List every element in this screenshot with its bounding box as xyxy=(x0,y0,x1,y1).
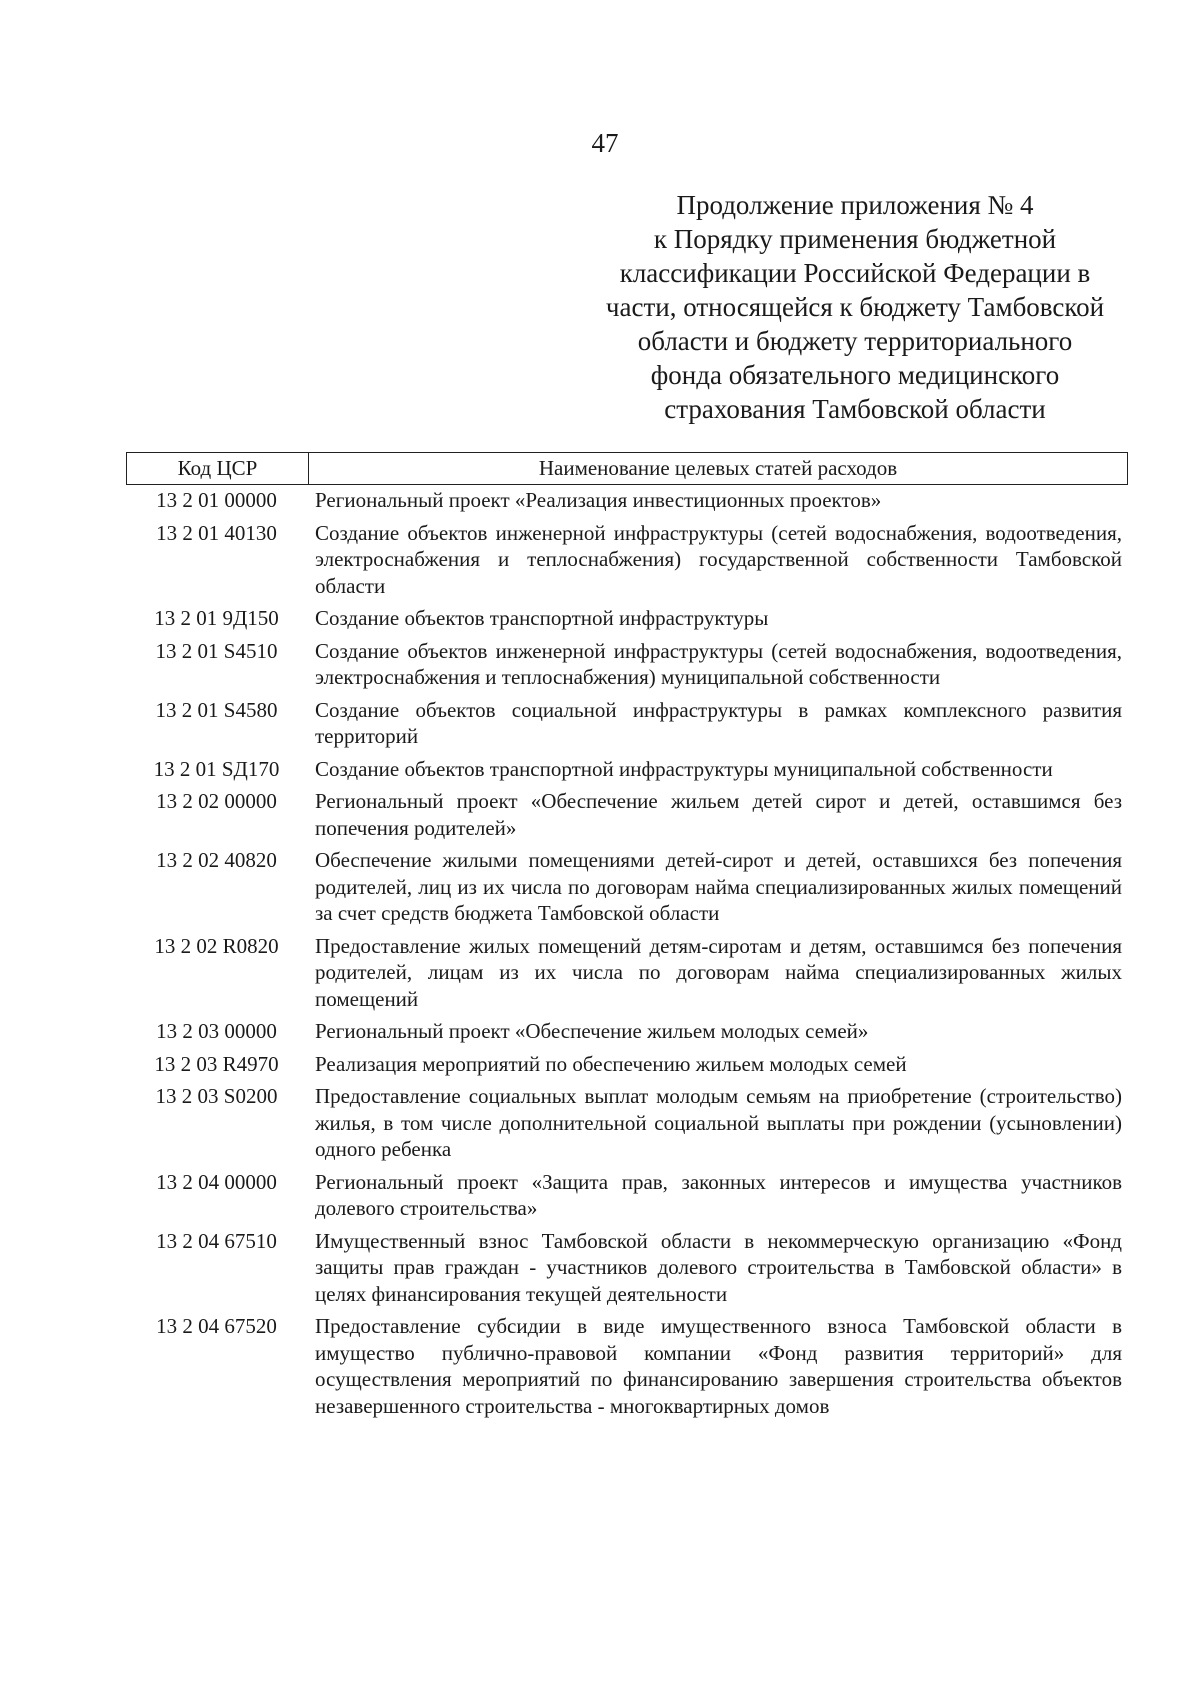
row-code: 13 2 02 R0820 xyxy=(154,933,279,958)
row-code: 13 2 04 00000 xyxy=(156,1169,277,1194)
appendix-heading xyxy=(580,188,1130,426)
heading-line: страхования Тамбовской области xyxy=(664,394,1046,424)
row-name: Предоставление субсидии в виде имущественного взноса Тамбовской области в имущество публично-правовой компании «Фонд развития территорий» для осуществления мероприятий по финансированию завершения строительства объектов незавершенного строительства - многоквартирных домов xyxy=(315,1314,1122,1418)
row-code: 13 2 02 40820 xyxy=(156,848,277,872)
row-code: 13 2 01 SД170 xyxy=(153,756,280,781)
heading-line: области и бюджету территориального xyxy=(637,326,1073,356)
row-name: Создание объектов транспортной инфраструктуры муниципальной собственности xyxy=(315,756,1053,781)
table-row xyxy=(126,1228,1128,1308)
table-row xyxy=(126,1313,1128,1419)
row-code: 13 2 01 00000 xyxy=(156,488,277,512)
row-name: Региональный проект «Защита прав, законных интересов и имущества участников долевого строительства» xyxy=(315,1169,1122,1220)
table-row xyxy=(126,788,1128,841)
table-row xyxy=(126,756,1128,783)
table-row xyxy=(126,487,1128,514)
table-row xyxy=(126,520,1128,600)
table-body xyxy=(126,487,1128,1419)
row-code: 13 2 01 S4580 xyxy=(155,697,278,722)
row-name: Создание объектов инженерной инфраструктуры (сетей водоснабжения, водоотведения, электроснабжения и теплоснабжения) государственной собственности Тамбовской области xyxy=(315,520,1122,598)
row-code: 13 2 04 67510 xyxy=(156,1228,277,1253)
row-code: 13 2 02 00000 xyxy=(156,789,277,813)
row-code: 13 2 04 67520 xyxy=(156,1314,277,1338)
heading-line: Продолжение приложения № 4 xyxy=(676,190,1034,220)
column-header-code: Код ЦСР xyxy=(127,453,309,484)
target-articles-table xyxy=(126,452,1128,1419)
heading-line: части, относящейся к бюджету Тамбовской xyxy=(605,292,1105,322)
table-row xyxy=(126,605,1128,632)
page-number: 47 xyxy=(591,128,619,158)
row-name: Создание объектов транспортной инфраструктуры xyxy=(315,606,769,630)
table-header xyxy=(126,452,1128,485)
table-row xyxy=(126,1051,1128,1078)
column-header-name: Наименование целевых статей расходов xyxy=(538,456,898,480)
table-row xyxy=(126,638,1128,691)
row-name: Создание объектов социальной инфраструктуры в рамках комплексного развития территорий xyxy=(315,697,1122,748)
table-row xyxy=(126,1169,1128,1222)
row-code: 13 2 03 R4970 xyxy=(154,1051,279,1076)
table-row xyxy=(126,847,1128,927)
row-code: 13 2 03 00000 xyxy=(156,1019,277,1043)
row-name: Создание объектов инженерной инфраструктуры (сетей водоснабжения, водоотведения, электроснабжения и теплоснабжения) муниципальной собственности xyxy=(315,638,1122,689)
table-row xyxy=(126,1018,1128,1045)
row-name: Предоставление социальных выплат молодым семьям на приобретение (строительство) жилья, в том числе дополнительной социальной выплаты при рождении (усыновлении) одного ребенка xyxy=(315,1084,1122,1161)
row-name: Реализация мероприятий по обеспечению жильем молодых семей xyxy=(315,1051,907,1076)
row-name: Имущественный взнос Тамбовской области в некоммерческую организацию «Фонд защиты прав граждан - участников долевого строительства в Тамбовской области» в целях финансирования текущей деятельности xyxy=(315,1228,1122,1306)
heading-line: классификации Российской Федерации в xyxy=(619,258,1091,288)
heading-line: к Порядку применения бюджетной xyxy=(653,224,1057,254)
row-name: Региональный проект «Обеспечение жильем детей сирот и детей, оставшимся без попечения родителей» xyxy=(315,789,1122,840)
row-code: 13 2 01 S4510 xyxy=(155,638,278,663)
row-code: 13 2 03 S0200 xyxy=(155,1084,278,1108)
row-name: Региональный проект «Обеспечение жильем молодых семей» xyxy=(315,1019,869,1043)
row-name: Предоставление жилых помещений детям-сиротам и детям, оставшимся без попечения родителей, лицам из их числа по договорам найма специализированных жилых помещений xyxy=(315,933,1122,1011)
row-name: Обеспечение жилыми помещениями детей-сирот и детей, оставшихся без попечения родителей, лиц из их числа по договорам найма специализированных жилых помещений за счет средств бюджета Тамбовской области xyxy=(315,848,1122,925)
row-code: 13 2 01 9Д150 xyxy=(154,606,279,630)
table-row xyxy=(126,933,1128,1013)
row-code: 13 2 01 40130 xyxy=(156,520,277,545)
heading-line: фонда обязательного медицинского xyxy=(650,360,1060,390)
table-row xyxy=(126,697,1128,750)
table-row xyxy=(126,1083,1128,1163)
row-name: Региональный проект «Реализация инвестиционных проектов» xyxy=(315,488,882,512)
